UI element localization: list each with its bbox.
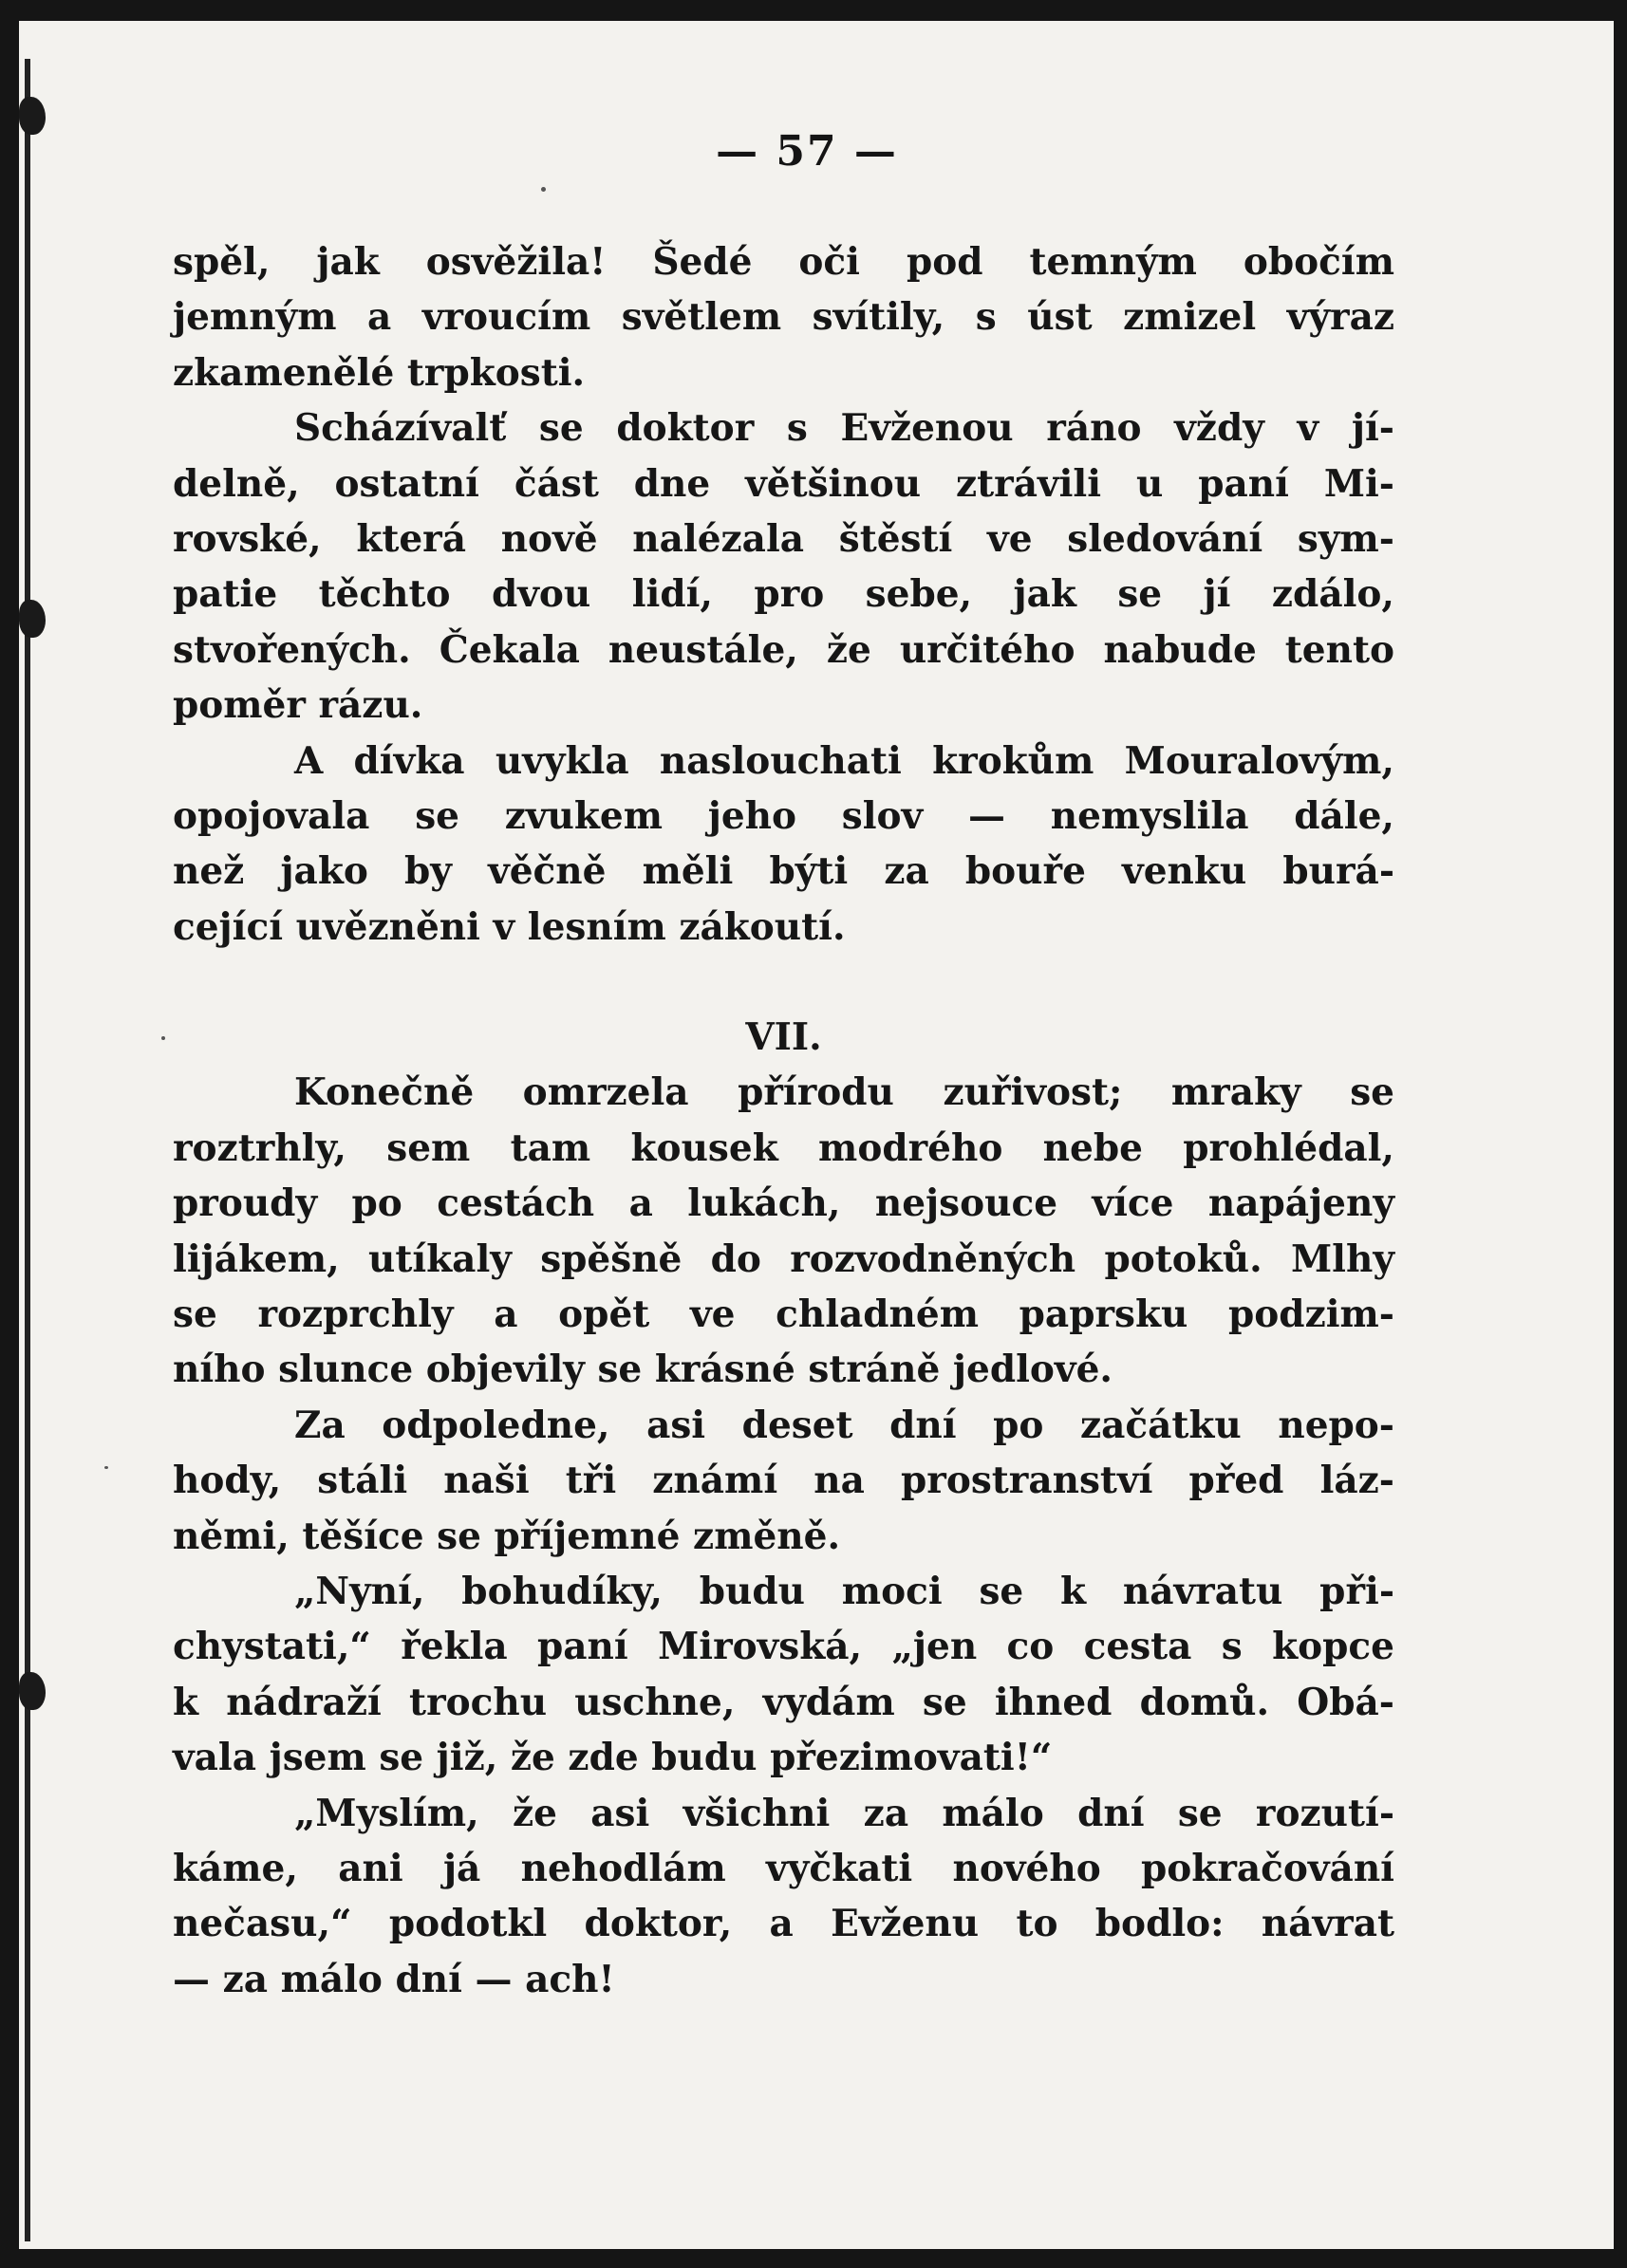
text-line: hody, stáli naši tři známí na prostranství před láz- <box>173 1459 1394 1503</box>
text-line: spěl, jak osvěžila! Šedé oči pod temným obočím <box>173 240 1394 284</box>
paper-speck <box>104 1466 108 1469</box>
text-line: — za málo dní — ach! <box>173 1957 615 2001</box>
text-line: roztrhly, sem tam kousek modrého nebe prohlédal, <box>173 1125 1394 1170</box>
text-line: opojovala se zvukem jeho slov — nemyslila dále, <box>173 793 1394 838</box>
binding-mark <box>19 1672 46 1710</box>
text-line: zkamenělé trpkosti. <box>173 350 586 395</box>
text-line: káme, ani já nehodlám vyčkati nového pokračování <box>173 1846 1394 1890</box>
text-line: nečasu,“ podotkl doktor, a Evženu to bodlo: návrat <box>173 1902 1394 1946</box>
text-line: němi, těšíce se příjemné změně. <box>173 1514 841 1558</box>
spine-shadow <box>25 59 30 2241</box>
body-text <box>173 234 1394 2007</box>
paper-speck <box>161 1036 165 1040</box>
text-line: stvořených. Čekala neustále, že určitého nabude tento <box>173 627 1394 672</box>
text-line: než jako by věčně měli býti za bouře venku burá- <box>173 849 1394 894</box>
book-page <box>19 21 1614 2249</box>
text-line: rovské, která nově nalézala štěstí ve sledování sym- <box>173 516 1394 561</box>
text-line: Scházívalť se doktor s Evženou ráno vždy v jí- <box>294 406 1394 451</box>
binding-mark <box>19 600 46 638</box>
paper-speck <box>541 187 546 192</box>
text-line: poměr rázu. <box>173 683 423 728</box>
text-line: delně, ostatní část dne většinou ztrávili u paní Mi- <box>173 461 1394 506</box>
text-line: k nádraží trochu uschne, vydám se ihned domů. Obá- <box>173 1680 1394 1724</box>
page-number: — 57 — <box>716 127 898 176</box>
text-line: A dívka uvykla naslouchati krokům Mouralovým, <box>294 738 1394 783</box>
text-line: „Myslím, že asi všichni za málo dní se rozutí- <box>294 1791 1394 1835</box>
text-line: cející uvězněni v lesním zákoutí. <box>173 904 846 949</box>
text-line: „Nyní, bohudíky, budu moci se k návratu při- <box>294 1569 1394 1613</box>
text-line: se rozprchly a opět ve chladném paprsku podzim- <box>173 1292 1394 1337</box>
section-spacer <box>173 955 1394 1010</box>
chapter-heading: VII. <box>745 1015 822 1060</box>
text-line: patie těchto dvou lidí, pro sebe, jak se jí zdálo, <box>173 572 1394 617</box>
text-line: Konečně omrzela přírodu zuřivost; mraky se <box>294 1070 1394 1115</box>
text-line: proudy po cestách a lukách, nejsouce více napájeny <box>173 1181 1394 1226</box>
text-line: lijákem, utíkaly spěšně do rozvodněných potoků. Mlhy <box>173 1236 1394 1281</box>
text-line: vala jsem se již, že zde budu přezimovati!“ <box>173 1736 1053 1780</box>
text-line: jemným a vroucím světlem svítily, s úst zmizel výraz <box>173 295 1394 340</box>
text-line: chystati,“ řekla paní Mirovská, „jen co cesta s kopce <box>173 1625 1394 1669</box>
text-line: Za odpoledne, asi deset dní po začátku nepo- <box>294 1403 1394 1447</box>
text-line: ního slunce objevily se krásné stráně jedlové. <box>173 1348 1113 1392</box>
